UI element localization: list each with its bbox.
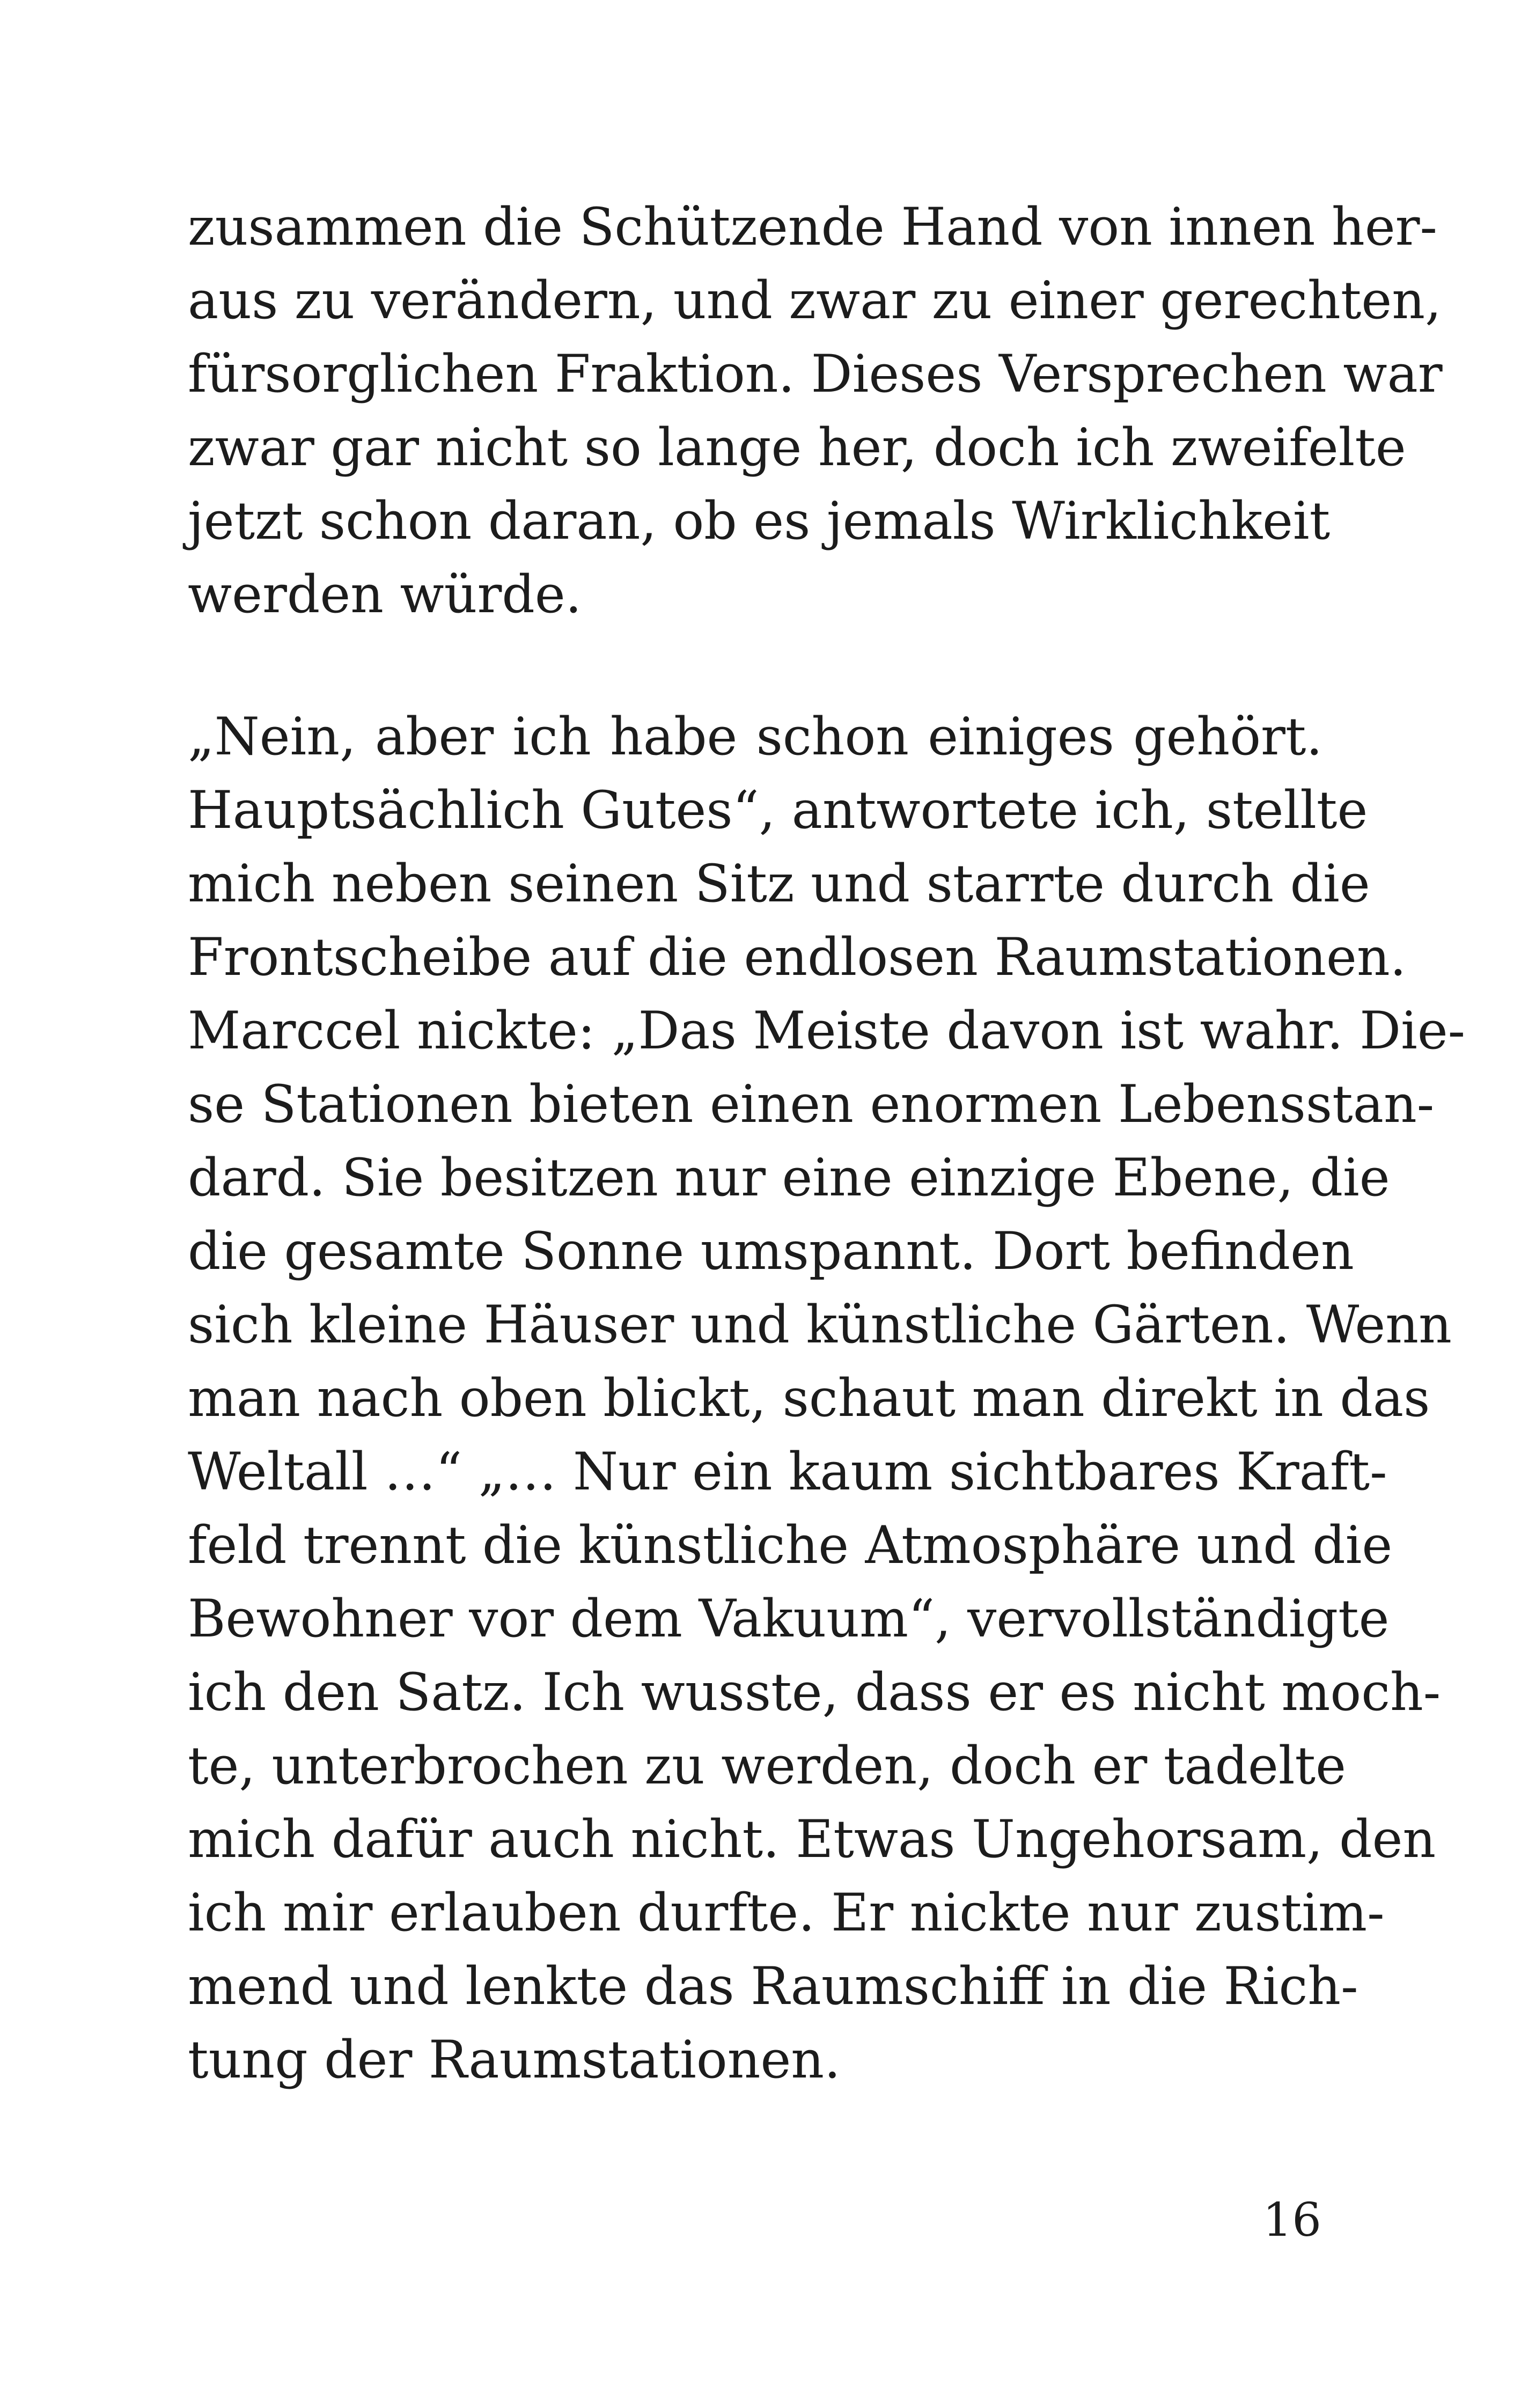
text-line: ich mir erlauben durfte. Er nickte nur zustim- [188,1883,1385,1943]
text-line: sich kleine Häuser und künstliche Gärten. Wenn [188,1295,1452,1355]
text-line: man nach oben blickt, schaut man direkt in das [188,1368,1430,1428]
paragraph-1 [188,190,1443,632]
text-line: se Stationen bieten einen enormen Lebensstan- [188,1074,1435,1134]
text-line: Bewohner vor dem Vakuum“, vervollständigte [188,1589,1390,1649]
text-line: dard. Sie besitzen nur eine einzige Ebene, die [188,1148,1390,1208]
text-line: jetzt schon daran, ob es jemals Wirklichkeit [188,491,1331,551]
text-line: zusammen die Schützende Hand von innen her- [188,197,1437,257]
text-line: tung der Raumstationen. [188,2030,841,2090]
text-line: mich neben seinen Sitz und starrte durch die [188,854,1370,914]
page-number: 16 [1262,2193,1321,2247]
paragraph-2 [188,700,1466,2097]
text-line: fürsorglichen Fraktion. Dieses Versprechen war [188,344,1443,404]
text-line: Hauptsächlich Gutes“, antwortete ich, stellte [188,780,1368,840]
text-line: mich dafür auch nicht. Etwas Ungehorsam, den [188,1809,1436,1869]
text-line: feld trennt die künstliche Atmosphäre und die [188,1515,1393,1575]
text-line: ich den Satz. Ich wusste, dass er es nicht moch- [188,1662,1441,1722]
text-line: werden würde. [188,564,582,625]
text-line: te, unterbrochen zu werden, doch er tadelte [188,1736,1346,1796]
text-line: die gesamte Sonne umspannt. Dort befinden [188,1221,1354,1281]
text-line: „Nein, aber ich habe schon einiges gehört. [188,707,1322,767]
text-line: aus zu verändern, und zwar zu einer gerechten, [188,270,1442,331]
text-line: zwar gar nicht so lange her, doch ich zweifelte [188,417,1406,478]
text-line: Weltall …“ „… Nur ein kaum sichtbares Kraft- [188,1442,1387,1502]
text-line: Marccel nickte: „Das Meiste davon ist wahr. Die- [188,1001,1466,1061]
text-line: Frontscheibe auf die endlosen Raumstationen. [188,927,1407,987]
text-line: mend und lenkte das Raumschiff in die Rich- [188,1956,1358,2016]
